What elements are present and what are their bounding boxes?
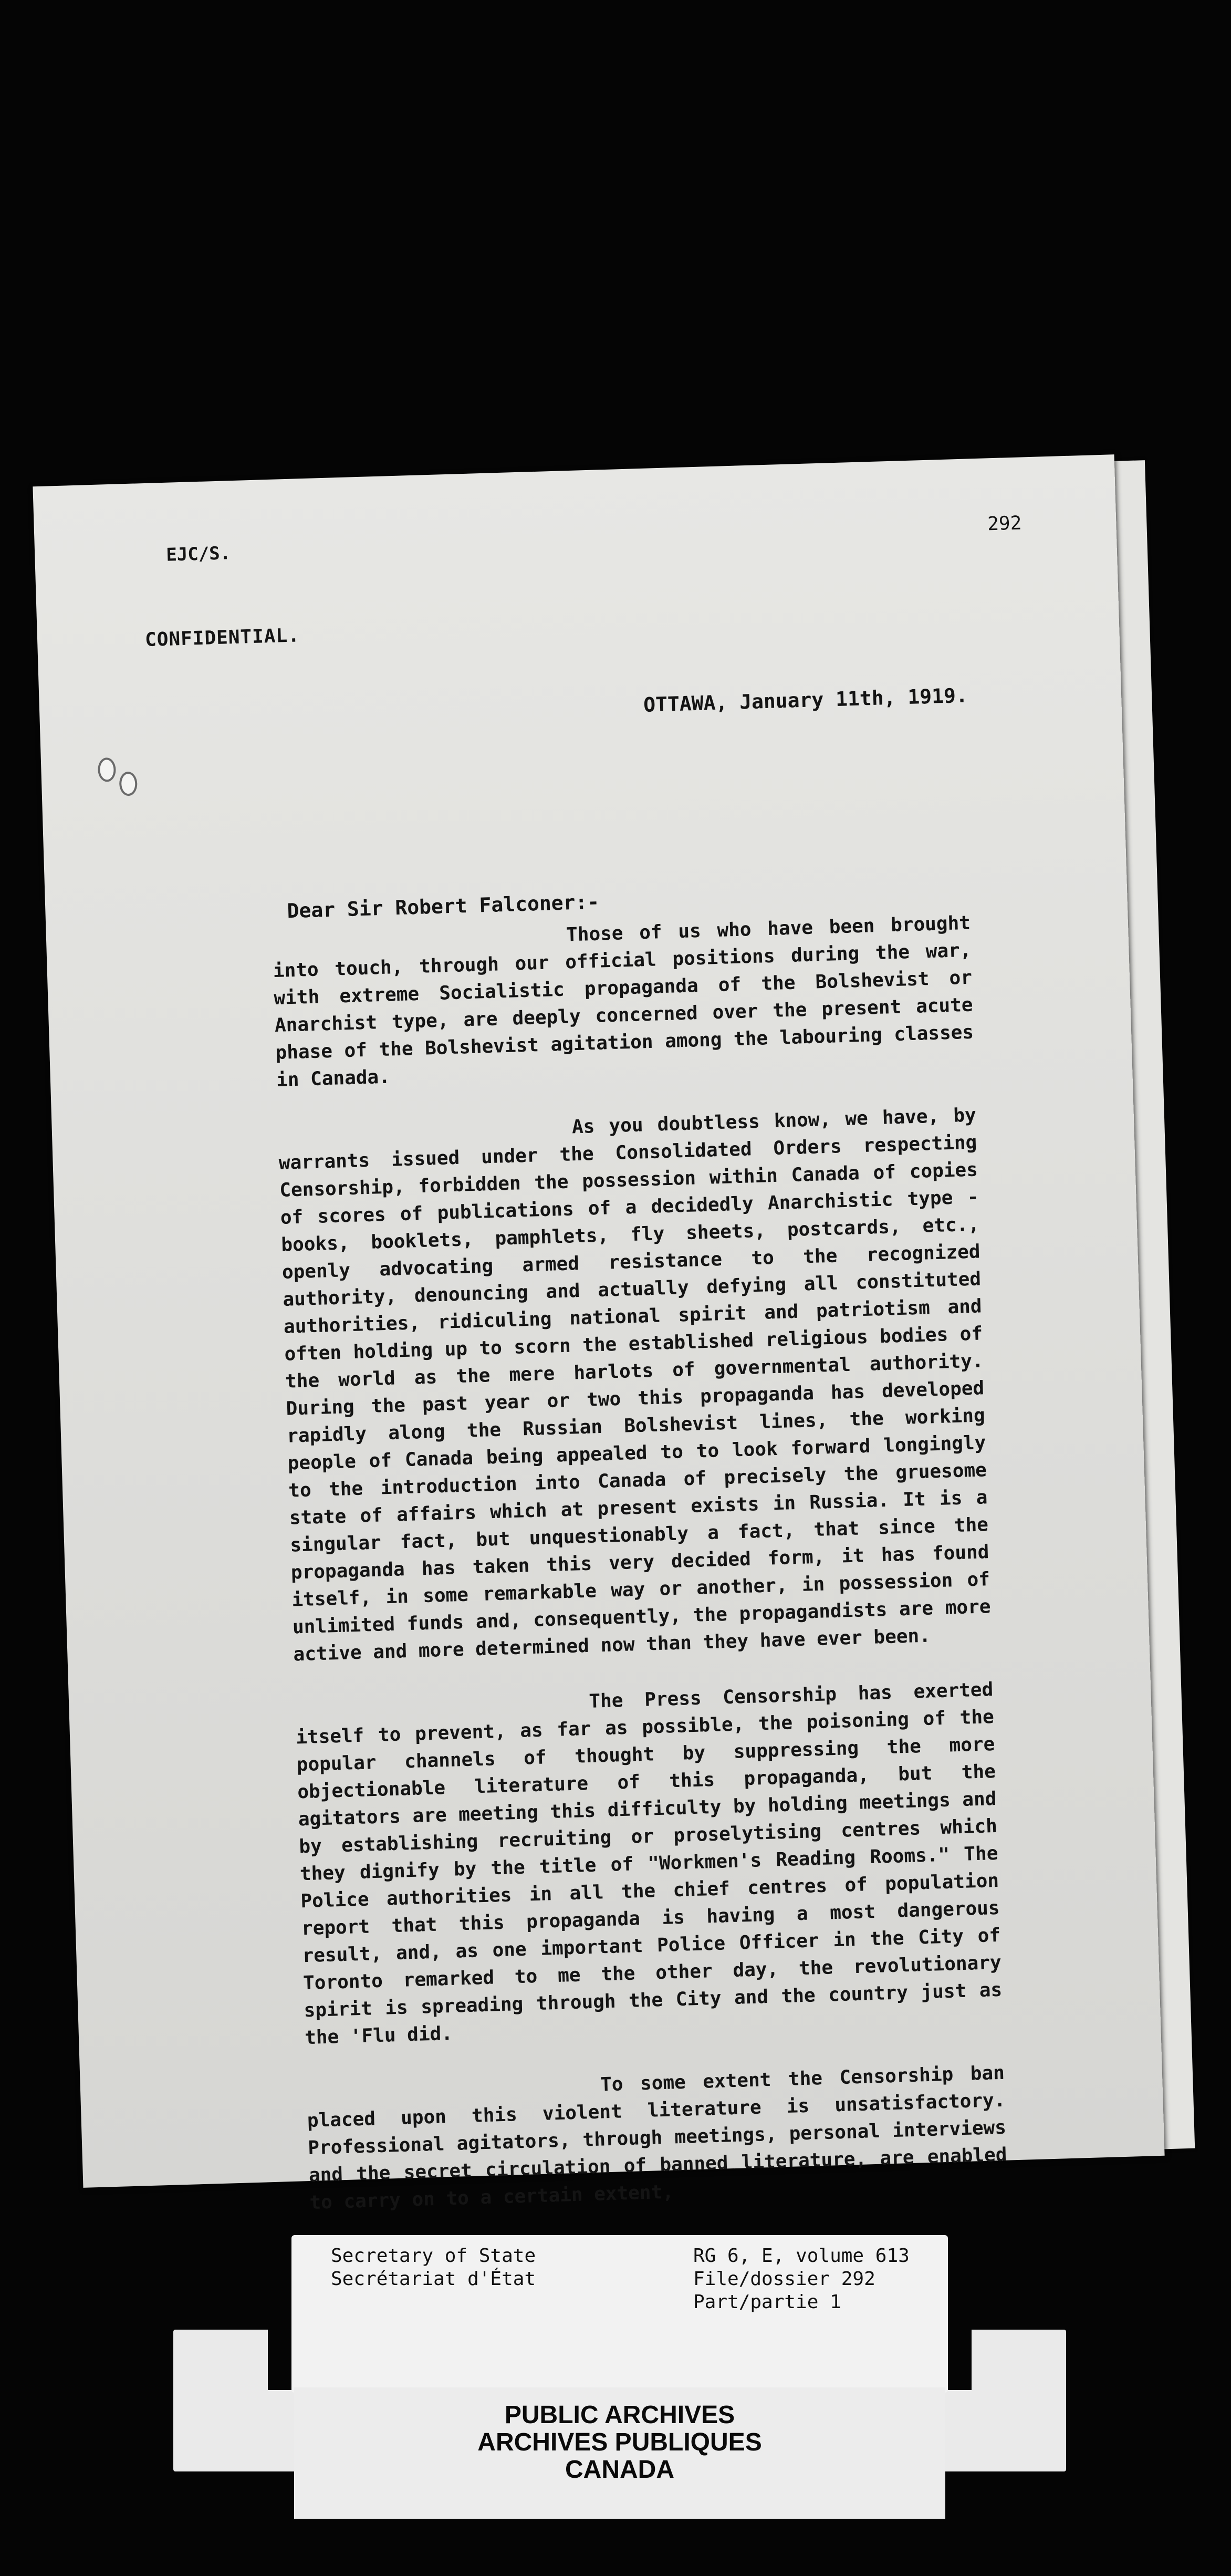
department-fr: Secrétariat d'État [331,2268,536,2290]
dateline: OTTAWA, January 11th, 1919. [643,683,968,716]
salutation: Dear Sir Robert Falconer:- [286,890,600,923]
part-number: Part/partie 1 [693,2291,841,2313]
archives-stamp [173,2402,1066,2484]
punch-hole [119,772,138,796]
department-en: Secretary of State [331,2245,536,2267]
letter-body [272,910,1009,2245]
punch-hole [98,757,116,782]
paragraph-3: The Press Censorship has exerted itself to prevent, as far as possible, the poisoning of the popular channels of thought by suppressing the more objectionable literature of this propaganda, but the agitators are meeting this difficulty by holding meetings and by establishing recruiting or proselytising centres which they dignify by the title of "Workmen's Reading Rooms." The Police authorities in all the chief centres of population report that this propaganda is having a most dangerous result, and, as one important Police Officer in the City of Toronto remarked to me the other day, the revolutionary spirit is spreading through the City and the country just as the 'Flu did. [295,1679,1003,2049]
file-number: File/dossier 292 [693,2268,875,2290]
classification-heading: CONFIDENTIAL. [144,625,300,651]
archive-label-reference [693,2245,910,2314]
paragraph-2: As you doubtless know, we have, by warrants issued under the Consolidated Orders respecting Censorship, forbidden the possession within Canada of copies of scores of publications of a decidedly Anarchistic type - books, booklets, pamphlets, fly sheets, postcards, etc., openly advocating armed resistance to the recognized authority, denouncing and actually defying all constituted authorities, ridiculing national spirit and patriotism and often holding up to scorn the established religious bodies of the world as the mere harlots of governmental authority. During the past year or two this propaganda has developed rapidly along the Russian Bolshevist lines, the working people of Canada being appealed to to look forward longingly to the introduction into Canada of precisely the gruesome state of affairs which at present exists in Russia. It is a singular fact, but unquestionably a fact, that since the propaganda has taken this very decided form, it has found itself, in some remarkable way or another, in possession of unlimited funds and, consequently, the propagandists are more active and more determined now than they have ever been. [278,1104,992,1666]
archive-label-card [291,2235,948,2393]
letter-page [33,454,1164,2214]
archives-line-1: PUBLIC ARCHIVES [504,2401,735,2429]
page-number: 292 [987,512,1022,535]
record-group: RG 6, E, volume 613 [693,2245,910,2267]
paragraph-1: Those of us who have been brought into touch, through our official positions during the war, with extreme Socialistic propaganda of the Bolshevist or Anarchist type, are deeply concerned over the present acute phase of the Bolshevist agitation among the labouring classes in Canada. [273,912,974,1092]
archives-line-3: CANADA [565,2456,674,2484]
archive-label-department [331,2245,536,2291]
archives-line-2: ARCHIVES PUBLIQUES [477,2428,762,2456]
letter-reference: EJC/S. [165,543,231,566]
paragraph-4: To some extent the Censorship ban placed upon this violent literature is unsatisfactory. Professional agitators, through meetings, personal interviews and the secret circulation of banned literature, are enabled to carry on to a certain extent, [307,2062,1008,2214]
